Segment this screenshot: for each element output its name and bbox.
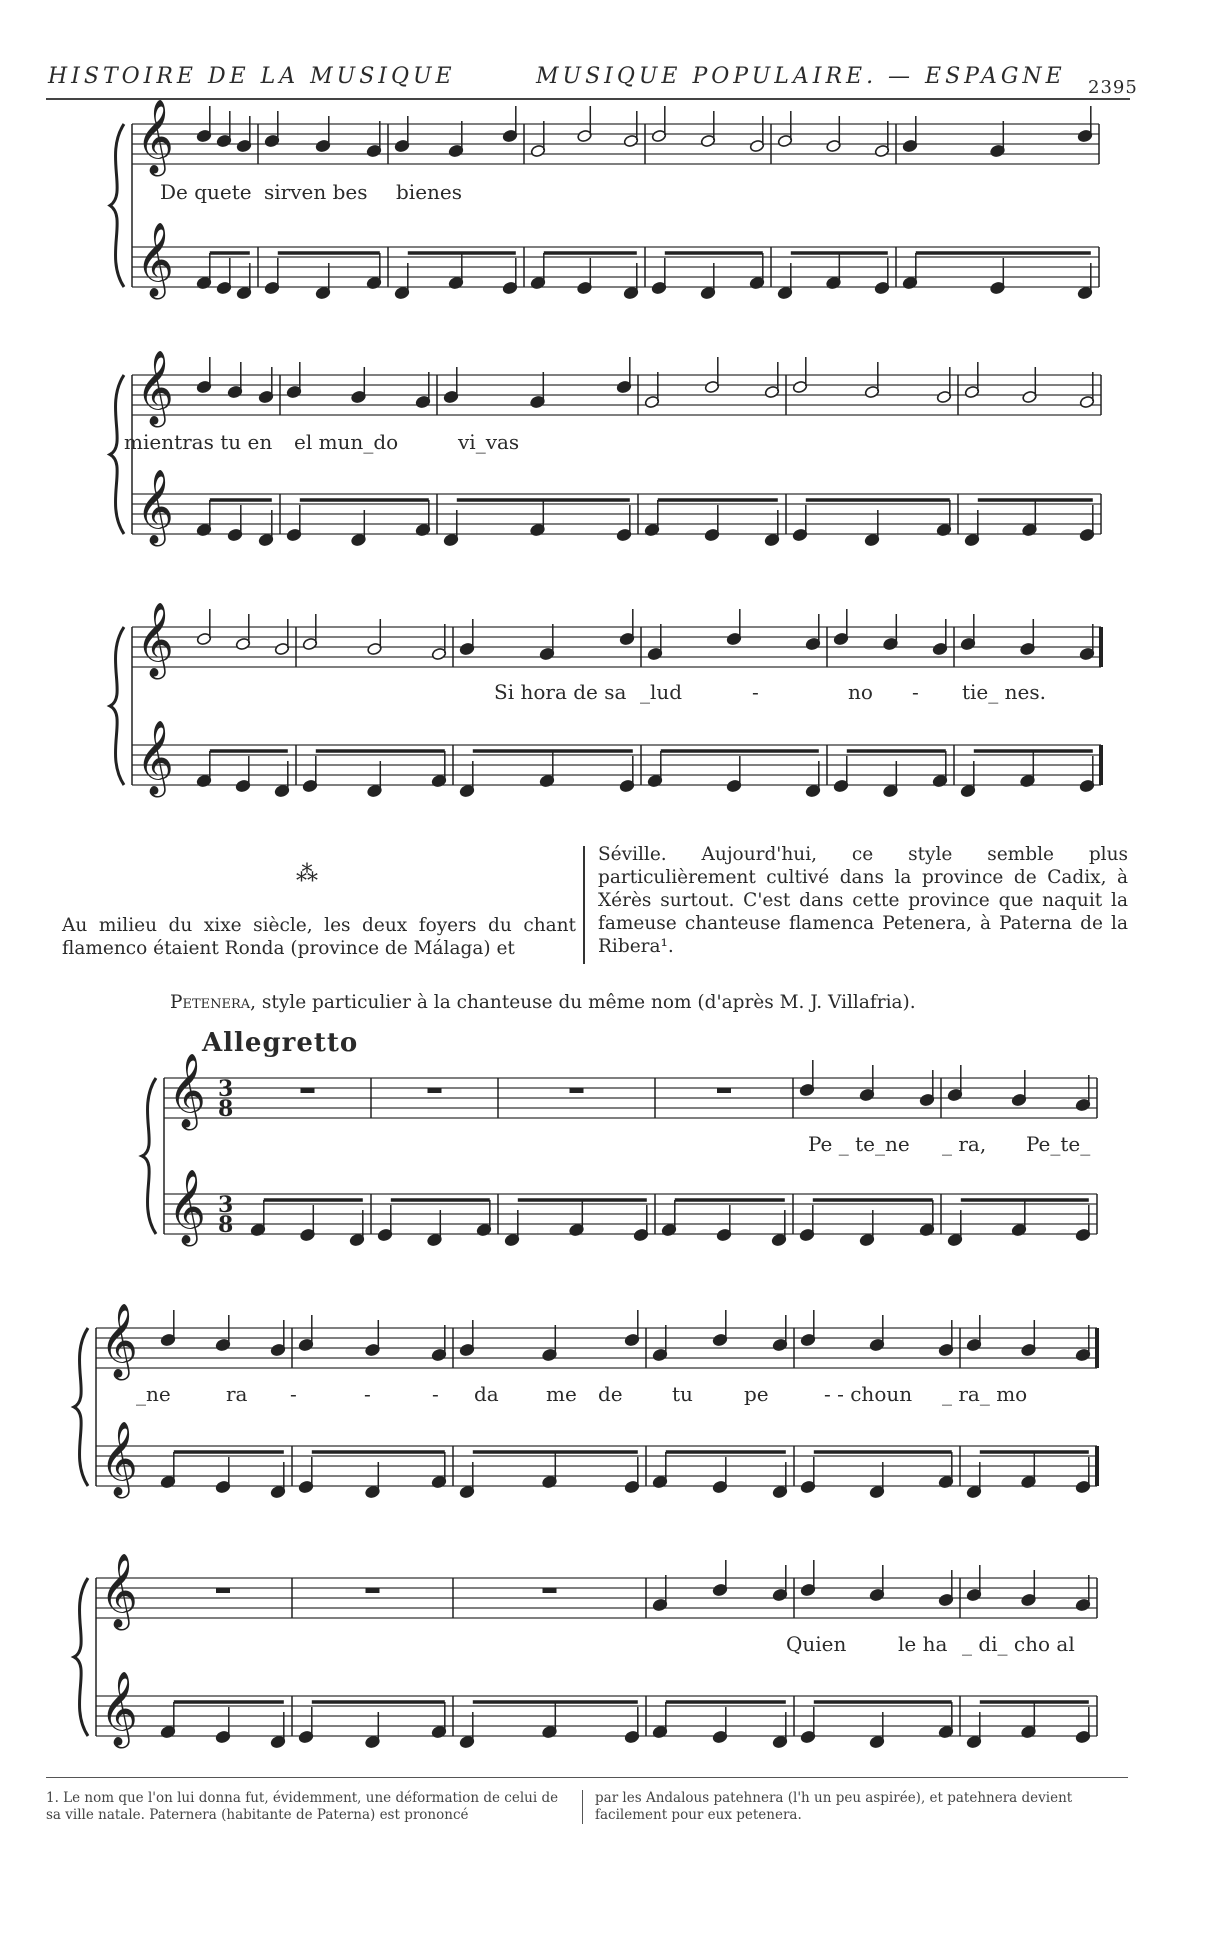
time-signature-top: 3: [218, 1192, 234, 1218]
rest: [717, 1088, 731, 1093]
page-number: 2395: [1088, 77, 1138, 98]
rest: [366, 1588, 380, 1593]
lyric: Quien: [786, 1632, 847, 1656]
lyric: De quete: [160, 180, 252, 204]
caption-text: , style particulier à la chanteuse du même nom (d'après M. J. Villafria).: [250, 992, 916, 1013]
lyric: tu: [672, 1382, 693, 1406]
treble-clef: 𝄞: [136, 100, 174, 174]
lyric: de: [598, 1382, 623, 1406]
lyric: -: [290, 1382, 297, 1406]
lyric: le ha: [898, 1632, 948, 1656]
paragraph-right: Séville. Aujourd'hui, ce style semble plus particulièrement cultivé dans la province de Cadix, à Xérès surtout. C'est dans cette province que naquit la fameuse chanteuse flamenca Petenera, à Paterna de la Ribera¹.: [598, 844, 1128, 957]
lyric: Pe_te_: [1026, 1132, 1091, 1156]
lyric: pe: [744, 1382, 769, 1406]
time-signature-bottom: 8: [218, 1212, 234, 1238]
rest: [570, 1088, 584, 1093]
brace: [110, 627, 124, 785]
time-signature-top: 3: [218, 1076, 234, 1102]
rest: [216, 1588, 230, 1593]
running-header-right: MUSIQUE POPULAIRE. — ESPAGNE: [536, 64, 1066, 89]
lyric: sirven bes: [264, 180, 368, 204]
lyric: -: [912, 680, 919, 704]
brace: [74, 1328, 88, 1486]
lyric: _ne: [136, 1382, 171, 1406]
treble-clef: 𝄞: [136, 603, 174, 677]
tempo-marking: Allegretto: [202, 1028, 359, 1058]
lyric: _ ra_ mo: [942, 1382, 1028, 1406]
running-header-left: HISTOIRE DE LA MUSIQUE: [48, 64, 456, 89]
treble-clef: 𝄞: [136, 223, 174, 297]
treble-clef: 𝄞: [136, 351, 174, 425]
rest: [301, 1088, 315, 1093]
lyric: ra: [226, 1382, 248, 1406]
asterism: ⁂: [296, 862, 318, 887]
lyric: el mun_do: [294, 430, 399, 454]
treble-clef: 𝄞: [100, 1304, 138, 1378]
lyric: _lud: [640, 680, 683, 704]
column-rule: [583, 846, 585, 964]
footnote-left: 1. Le nom que l'on lui donna fut, évidemment, une déformation de celui de sa ville natale. Paternera (habitante de Paterna) est prononcé: [46, 1790, 559, 1823]
lyric: Si hora de sa: [494, 680, 627, 704]
caption-name: Petenera: [170, 992, 251, 1013]
treble-clef: 𝄞: [100, 1672, 138, 1746]
lyric: tie_ nes.: [962, 680, 1046, 704]
treble-clef: 𝄞: [168, 1170, 206, 1244]
footnote-right: par les Andalous patehnera (l'h un peu aspirée), et patehnera devient facilement pour eux petenera.: [595, 1790, 1073, 1823]
brace: [110, 375, 124, 534]
lyric: -: [752, 680, 759, 704]
brace: [74, 1578, 88, 1736]
lyric: da: [474, 1382, 499, 1406]
lyric: no: [848, 680, 873, 704]
lyric: _ ra,: [942, 1132, 987, 1156]
lyric: me: [546, 1382, 577, 1406]
footnote-rule: [46, 1777, 1128, 1778]
lyric: -: [364, 1382, 371, 1406]
treble-clef: 𝄞: [100, 1554, 138, 1628]
treble-clef: 𝄞: [136, 470, 174, 544]
lyric: bienes: [396, 180, 463, 204]
footnote-column-rule: [582, 1790, 583, 1824]
lyric: Pe _ te_ne: [808, 1132, 910, 1156]
lyric: -: [432, 1382, 439, 1406]
rest: [543, 1588, 557, 1593]
time-signature-bottom: 8: [218, 1096, 234, 1122]
treble-clef: 𝄞: [100, 1422, 138, 1496]
score-caption: [170, 992, 916, 1013]
brace: [142, 1078, 156, 1234]
lyric: - - choun: [824, 1382, 913, 1406]
lyric: vi_vas: [458, 430, 520, 454]
lyric: mientras tu en: [124, 430, 273, 454]
brace: [110, 124, 124, 287]
paragraph-left: Au milieu du xixe siècle, les deux foyers du chant flamenco étaient Ronda (province de Málaga) et: [62, 915, 576, 959]
lyric: _ di_ cho al: [962, 1632, 1075, 1656]
treble-clef: 𝄞: [136, 721, 174, 795]
rest: [428, 1088, 442, 1093]
treble-clef: 𝄞: [168, 1054, 206, 1128]
